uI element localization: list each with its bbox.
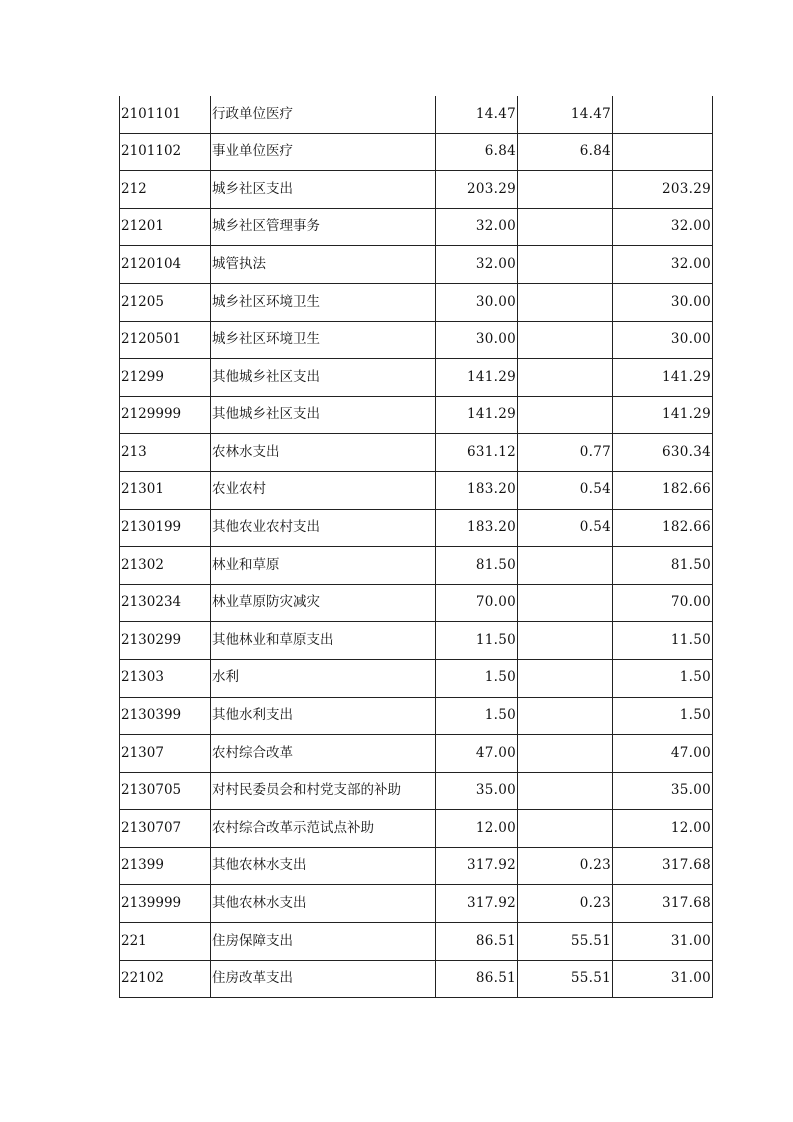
cell-project: 630.34 bbox=[613, 434, 713, 472]
cell-total: 86.51 bbox=[436, 923, 518, 961]
cell-basic bbox=[518, 772, 613, 810]
cell-code: 2101102 bbox=[120, 133, 211, 171]
cell-name: 城乡社区环境卫生 bbox=[211, 283, 436, 321]
cell-code: 2130199 bbox=[120, 509, 211, 547]
cell-total: 141.29 bbox=[436, 396, 518, 434]
cell-total: 32.00 bbox=[436, 246, 518, 284]
cell-total: 30.00 bbox=[436, 283, 518, 321]
table-row bbox=[120, 923, 713, 961]
cell-project: 141.29 bbox=[613, 359, 713, 397]
cell-code: 21399 bbox=[120, 847, 211, 885]
cell-project: 32.00 bbox=[613, 208, 713, 246]
cell-code: 2120501 bbox=[120, 321, 211, 359]
cell-total: 203.29 bbox=[436, 171, 518, 209]
cell-code: 2129999 bbox=[120, 396, 211, 434]
table-row bbox=[120, 885, 713, 923]
table-row bbox=[120, 171, 713, 209]
table-row bbox=[120, 396, 713, 434]
cell-basic bbox=[518, 396, 613, 434]
table-row bbox=[120, 283, 713, 321]
table-row bbox=[120, 810, 713, 848]
cell-total: 11.50 bbox=[436, 622, 518, 660]
cell-code: 2139999 bbox=[120, 885, 211, 923]
table-row bbox=[120, 246, 713, 284]
cell-basic: 55.51 bbox=[518, 960, 613, 998]
cell-total: 32.00 bbox=[436, 208, 518, 246]
cell-code: 2130234 bbox=[120, 584, 211, 622]
cell-basic bbox=[518, 246, 613, 284]
cell-name: 农村综合改革 bbox=[211, 735, 436, 773]
cell-basic bbox=[518, 810, 613, 848]
cell-basic: 6.84 bbox=[518, 133, 613, 171]
cell-project: 30.00 bbox=[613, 321, 713, 359]
cell-code: 2120104 bbox=[120, 246, 211, 284]
cell-basic: 55.51 bbox=[518, 923, 613, 961]
cell-project: 32.00 bbox=[613, 246, 713, 284]
cell-total: 6.84 bbox=[436, 133, 518, 171]
cell-total: 317.92 bbox=[436, 885, 518, 923]
cell-project: 182.66 bbox=[613, 471, 713, 509]
cell-total: 317.92 bbox=[436, 847, 518, 885]
cell-name: 其他农林水支出 bbox=[211, 885, 436, 923]
cell-project: 182.66 bbox=[613, 509, 713, 547]
table-row bbox=[120, 960, 713, 998]
cell-project: 31.00 bbox=[613, 960, 713, 998]
cell-name: 城乡社区环境卫生 bbox=[211, 321, 436, 359]
cell-code: 21205 bbox=[120, 283, 211, 321]
cell-project: 203.29 bbox=[613, 171, 713, 209]
cell-project: 70.00 bbox=[613, 584, 713, 622]
table-row bbox=[120, 96, 713, 133]
cell-total: 1.50 bbox=[436, 697, 518, 735]
table-row bbox=[120, 509, 713, 547]
cell-project: 1.50 bbox=[613, 659, 713, 697]
cell-name: 其他林业和草原支出 bbox=[211, 622, 436, 660]
cell-name: 住房保障支出 bbox=[211, 923, 436, 961]
cell-basic: 0.54 bbox=[518, 471, 613, 509]
cell-project: 317.68 bbox=[613, 847, 713, 885]
table-row bbox=[120, 847, 713, 885]
table-row bbox=[120, 735, 713, 773]
cell-project: 1.50 bbox=[613, 697, 713, 735]
cell-project bbox=[613, 96, 713, 133]
cell-name: 住房改革支出 bbox=[211, 960, 436, 998]
cell-project: 30.00 bbox=[613, 283, 713, 321]
cell-name: 其他城乡社区支出 bbox=[211, 359, 436, 397]
cell-basic: 0.77 bbox=[518, 434, 613, 472]
cell-name: 对村民委员会和村党支部的补助 bbox=[211, 772, 436, 810]
cell-name: 农林水支出 bbox=[211, 434, 436, 472]
cell-code: 212 bbox=[120, 171, 211, 209]
cell-name: 其他农林水支出 bbox=[211, 847, 436, 885]
cell-basic bbox=[518, 208, 613, 246]
table-row bbox=[120, 697, 713, 735]
cell-basic bbox=[518, 171, 613, 209]
cell-code: 21302 bbox=[120, 547, 211, 585]
cell-name: 水利 bbox=[211, 659, 436, 697]
cell-project: 47.00 bbox=[613, 735, 713, 773]
table-row bbox=[120, 321, 713, 359]
cell-name: 林业和草原 bbox=[211, 547, 436, 585]
cell-total: 631.12 bbox=[436, 434, 518, 472]
cell-basic: 0.23 bbox=[518, 885, 613, 923]
cell-total: 1.50 bbox=[436, 659, 518, 697]
cell-total: 183.20 bbox=[436, 509, 518, 547]
cell-code: 2101101 bbox=[120, 96, 211, 133]
cell-basic bbox=[518, 735, 613, 773]
cell-code: 2130299 bbox=[120, 622, 211, 660]
cell-project: 12.00 bbox=[613, 810, 713, 848]
cell-name: 其他农业农村支出 bbox=[211, 509, 436, 547]
cell-project: 11.50 bbox=[613, 622, 713, 660]
cell-basic bbox=[518, 697, 613, 735]
cell-project: 317.68 bbox=[613, 885, 713, 923]
cell-name: 农村综合改革示范试点补助 bbox=[211, 810, 436, 848]
cell-code: 2130399 bbox=[120, 697, 211, 735]
cell-basic bbox=[518, 659, 613, 697]
table-row bbox=[120, 434, 713, 472]
cell-total: 70.00 bbox=[436, 584, 518, 622]
cell-project bbox=[613, 133, 713, 171]
table-row bbox=[120, 622, 713, 660]
cell-name: 城乡社区支出 bbox=[211, 171, 436, 209]
cell-basic bbox=[518, 547, 613, 585]
cell-code: 21201 bbox=[120, 208, 211, 246]
cell-code: 2130707 bbox=[120, 810, 211, 848]
cell-project: 141.29 bbox=[613, 396, 713, 434]
cell-basic bbox=[518, 359, 613, 397]
cell-total: 47.00 bbox=[436, 735, 518, 773]
cell-basic bbox=[518, 283, 613, 321]
cell-name: 其他水利支出 bbox=[211, 697, 436, 735]
cell-basic: 14.47 bbox=[518, 96, 613, 133]
table-row bbox=[120, 208, 713, 246]
cell-name: 其他城乡社区支出 bbox=[211, 396, 436, 434]
cell-name: 农业农村 bbox=[211, 471, 436, 509]
cell-code: 21303 bbox=[120, 659, 211, 697]
table-row bbox=[120, 584, 713, 622]
cell-total: 183.20 bbox=[436, 471, 518, 509]
cell-project: 81.50 bbox=[613, 547, 713, 585]
cell-basic: 0.23 bbox=[518, 847, 613, 885]
cell-basic bbox=[518, 321, 613, 359]
cell-name: 行政单位医疗 bbox=[211, 96, 436, 133]
table-row bbox=[120, 471, 713, 509]
cell-project: 35.00 bbox=[613, 772, 713, 810]
table-row bbox=[120, 659, 713, 697]
cell-code: 2130705 bbox=[120, 772, 211, 810]
cell-name: 城管执法 bbox=[211, 246, 436, 284]
cell-code: 21299 bbox=[120, 359, 211, 397]
cell-total: 12.00 bbox=[436, 810, 518, 848]
table-row bbox=[120, 133, 713, 171]
cell-total: 86.51 bbox=[436, 960, 518, 998]
cell-name: 林业草原防灾减灾 bbox=[211, 584, 436, 622]
cell-basic bbox=[518, 584, 613, 622]
cell-basic bbox=[518, 622, 613, 660]
cell-total: 81.50 bbox=[436, 547, 518, 585]
cell-code: 21307 bbox=[120, 735, 211, 773]
cell-code: 213 bbox=[120, 434, 211, 472]
table-body bbox=[120, 96, 713, 998]
cell-total: 30.00 bbox=[436, 321, 518, 359]
table-row bbox=[120, 772, 713, 810]
cell-code: 22102 bbox=[120, 960, 211, 998]
cell-basic: 0.54 bbox=[518, 509, 613, 547]
cell-total: 14.47 bbox=[436, 96, 518, 133]
cell-project: 31.00 bbox=[613, 923, 713, 961]
cell-total: 35.00 bbox=[436, 772, 518, 810]
budget-expenditure-table bbox=[119, 96, 713, 998]
cell-code: 21301 bbox=[120, 471, 211, 509]
table-row bbox=[120, 547, 713, 585]
cell-total: 141.29 bbox=[436, 359, 518, 397]
cell-name: 城乡社区管理事务 bbox=[211, 208, 436, 246]
table-row bbox=[120, 359, 713, 397]
cell-name: 事业单位医疗 bbox=[211, 133, 436, 171]
cell-code: 221 bbox=[120, 923, 211, 961]
